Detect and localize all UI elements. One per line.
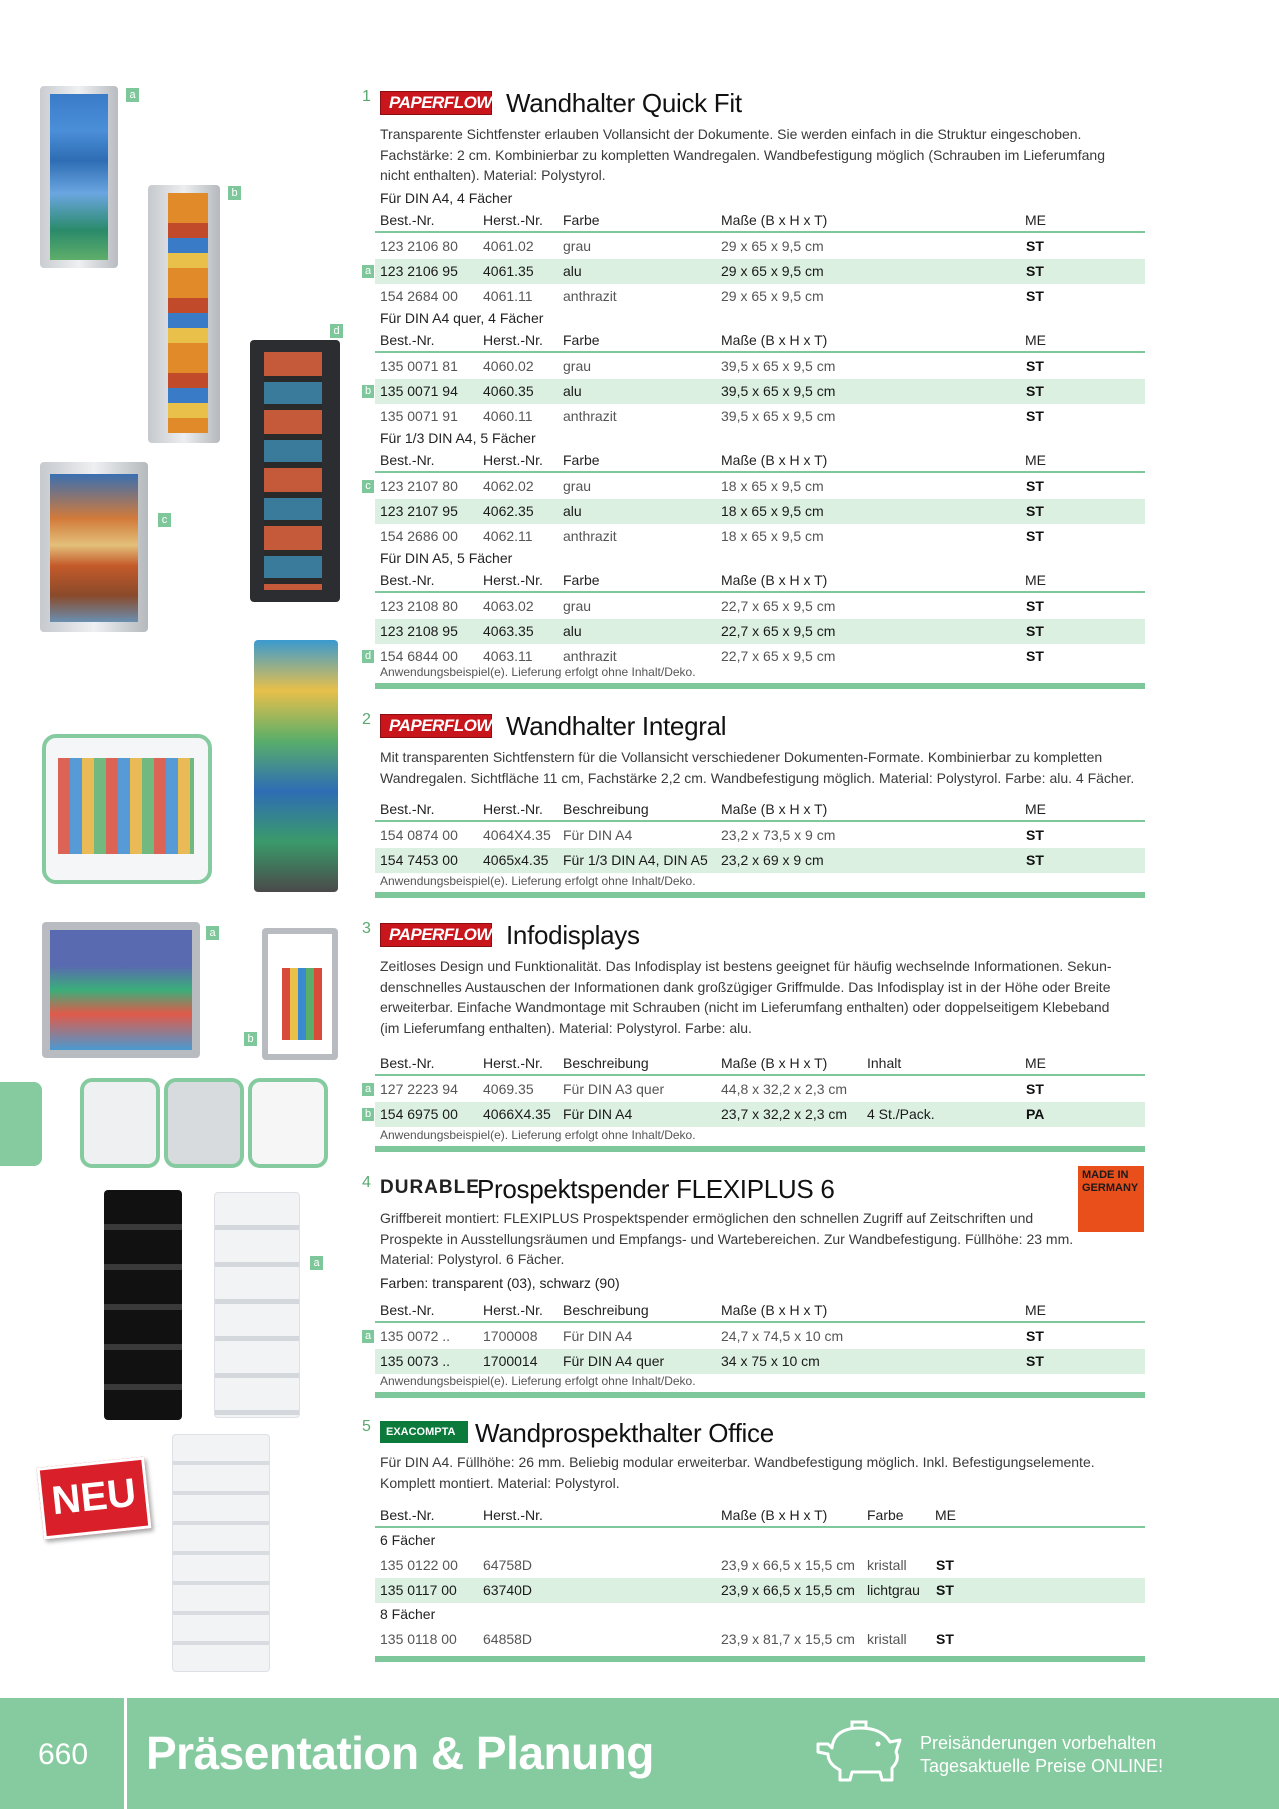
side-tab — [0, 1082, 42, 1166]
page-number: 660 — [38, 1738, 89, 1771]
table-header: Best.-Nr. Herst.-Nr. Beschreibung Maße (B x H x T) ME — [375, 1299, 1145, 1323]
note: Anwendungsbeispiel(e). Lieferung erfolgt ohne Inhalt/Deko. — [380, 1128, 696, 1142]
price-note-line1: Preisänderungen vorbehalten — [920, 1733, 1157, 1753]
image-label: b — [228, 186, 241, 200]
price-note — [920, 1732, 1163, 1778]
group-label: 8 Fächer — [380, 1606, 436, 1622]
product-number: 5 — [362, 1418, 371, 1435]
table-row: 123 2106 80 4061.02 grau 29 x 65 x 9,5 cm ST — [380, 238, 1044, 254]
note: Anwendungsbeispiel(e). Lieferung erfolgt ohne Inhalt/Deko. — [380, 874, 696, 888]
row-marker: b — [362, 1108, 374, 1121]
table-row: 135 0071 91 4060.11 anthrazit 39,5 x 65 x 9,5 cm ST — [380, 408, 1044, 424]
row-marker: b — [362, 385, 374, 398]
table-row: b 154 6975 00 4066X4.35 Für DIN A4 23,7 x 32,2 x 2,3 cm 4 St./Pack. PA — [375, 1102, 1145, 1127]
table-row: d 154 6844 00 4063.11 anthrazit 22,7 x 65 x 9,5 cm ST — [375, 644, 1145, 669]
row-marker: c — [362, 480, 374, 493]
exacompta-logo: EXACOMPTA — [380, 1421, 468, 1443]
group-label: 6 Fächer — [380, 1532, 436, 1548]
new-badge-text: NEU — [49, 1470, 139, 1524]
image-label: a — [310, 1256, 323, 1270]
row-marker: a — [362, 265, 374, 278]
section-end-bar — [375, 1392, 1145, 1398]
table-row: 135 0073 .. 1700014 Für DIN A4 quer 34 x 75 x 10 cm ST — [375, 1349, 1145, 1374]
price-note-line2: Tagesaktuelle Preise ONLINE! — [920, 1756, 1164, 1776]
made-in-germany-badge: MADE IN GERMANY — [1078, 1166, 1144, 1232]
product-image-quickfit-a — [40, 86, 118, 268]
product-image-infodisplay-a — [42, 922, 200, 1058]
chapter-title: Präsentation & Planung — [146, 1727, 654, 1779]
group-label: Für DIN A5, 5 Fächer — [380, 550, 513, 566]
table-header: Best.-Nr. Herst.-Nr. Beschreibung Maße (B x H x T) Inhalt ME — [375, 1052, 1145, 1076]
table-row: a 123 2106 95 4061.35 alu 29 x 65 x 9,5 cm ST — [375, 259, 1145, 284]
table-row: b 135 0071 94 4060.35 alu 39,5 x 65 x 9,5 cm ST — [375, 379, 1145, 404]
product-title: Wandprospekthalter Office — [475, 1418, 774, 1448]
table-row: a 135 0072 .. 1700008 Für DIN A4 24,7 x 74,5 x 10 cm ST — [375, 1324, 1145, 1349]
table-row: 154 7453 00 4065x4.35 Für 1/3 DIN A4, DIN A5 23,2 x 69 x 9 cm ST — [375, 848, 1145, 873]
row-marker: a — [362, 1330, 374, 1343]
paperflow-logo: PAPERFLOW — [380, 714, 492, 738]
table-row: 123 2108 80 4063.02 grau 22,7 x 65 x 9,5 cm ST — [380, 598, 1044, 614]
section-end-bar — [375, 1656, 1145, 1662]
detail-image-3 — [248, 1078, 328, 1168]
detail-image-1 — [80, 1078, 160, 1168]
product-description: Mit transparenten Sichtfenstern für die Vollansicht verschiedener Dokumenten-Formate. Kombinierbar zu kompletten Wandregalen. Sichtfläche 11 cm, Fachstärke 2,2 cm. Wandbefestigung möglich. Material: Polystyrol. Farbe: alu. 4 Fächer. — [380, 749, 1135, 786]
paperflow-logo: PAPERFLOW — [380, 91, 492, 115]
note: Anwendungsbeispiel(e). Lieferung erfolgt ohne Inhalt/Deko. — [380, 1374, 696, 1388]
product-image-office-holder — [172, 1434, 270, 1672]
table-row: a 127 2223 94 4069.35 Für DIN A3 quer 44,8 x 32,2 x 2,3 cm ST — [375, 1077, 1145, 1102]
product-image-quickfit-b — [148, 185, 220, 443]
table-header: Best.-Nr. Herst.-Nr. Farbe Maße (B x H x T) ME — [375, 329, 1145, 353]
product-number: 2 — [362, 711, 371, 728]
table-row: c 123 2107 80 4062.02 grau 18 x 65 x 9,5 cm ST — [375, 474, 1145, 499]
table-header: Best.-Nr. Herst.-Nr. Farbe Maße (B x H x T) ME — [375, 569, 1145, 593]
product-image-integral-rack — [254, 640, 338, 892]
row-marker: d — [362, 650, 374, 663]
product-title: Infodisplays — [506, 920, 640, 950]
product-image-flexiplus-black — [104, 1190, 182, 1420]
image-label: b — [244, 1032, 257, 1046]
product-image-flexiplus-transparent — [214, 1192, 300, 1418]
footer-divider — [124, 1698, 127, 1809]
section-end-bar — [375, 1146, 1145, 1152]
group-label: Für DIN A4 quer, 4 Fächer — [380, 310, 544, 326]
group-label: Für 1/3 DIN A4, 5 Fächer — [380, 430, 536, 446]
table-header: Best.-Nr. Herst.-Nr. Beschreibung Maße (B x H x T) ME — [375, 798, 1145, 822]
piggy-bank-icon — [812, 1718, 906, 1788]
table-row: 154 2684 00 4061.11 anthrazit 29 x 65 x 9,5 cm ST — [380, 288, 1044, 304]
section-end-bar — [375, 892, 1145, 898]
table-row: 135 0122 00 64758D 23,9 x 66,5 x 15,5 cm kristall ST — [380, 1557, 954, 1573]
table-header: Best.-Nr. Herst.-Nr. Maße (B x H x T) Farbe ME — [375, 1504, 1145, 1528]
table-row: 123 2108 95 4063.35 alu 22,7 x 65 x 9,5 cm ST — [375, 619, 1145, 644]
group-label: Für DIN A4, 4 Fächer — [380, 190, 513, 206]
paperflow-logo: PAPERFLOW — [380, 923, 492, 947]
product-title: Wandhalter Integral — [506, 711, 727, 741]
table-row: 135 0117 00 63740D 23,9 x 66,5 x 15,5 cm lichtgrau ST — [375, 1578, 1145, 1603]
table-row: 123 2107 95 4062.35 alu 18 x 65 x 9,5 cm ST — [375, 499, 1145, 524]
product-title: Wandhalter Quick Fit — [506, 88, 742, 118]
product-title: Prospektspender FLEXIPLUS 6 — [477, 1174, 835, 1204]
product-image-quickfit-c — [40, 462, 148, 632]
detail-image-2 — [164, 1078, 244, 1168]
product-image-integral-wall — [42, 734, 212, 884]
table-header: Best.-Nr. Herst.-Nr. Farbe Maße (B x H x T) ME — [375, 209, 1145, 233]
product-description: Transparente Sichtfenster erlauben Vollansicht der Dokumente. Sie werden einfach in die Struktur eingeschoben. Fachstärke: 2 cm. Kombinierbar zu kompletten Wandregalen. Wandbefestigung möglich (Schrauben im Lieferumfang nicht enthalten). Material: Polystyrol. — [380, 126, 1105, 183]
image-label: a — [206, 926, 219, 940]
image-label: d — [330, 324, 343, 338]
new-badge — [37, 1457, 152, 1540]
table-row: 154 2686 00 4062.11 anthrazit 18 x 65 x 9,5 cm ST — [380, 528, 1044, 544]
table-row: 135 0071 81 4060.02 grau 39,5 x 65 x 9,5 cm ST — [380, 358, 1044, 374]
product-number: 1 — [362, 88, 371, 105]
colors-label: Farben: transparent (03), schwarz (90) — [380, 1275, 620, 1291]
product-description: Für DIN A4. Füllhöhe: 26 mm. Beliebig modular erweiterbar. Wandbefestigung möglich. Inkl. Befestigungselemente. Komplett montiert. Material: Polystyrol. — [380, 1454, 1095, 1491]
product-image-infodisplay-b — [262, 928, 338, 1060]
product-image-quickfit-d — [250, 340, 340, 602]
table-header: Best.-Nr. Herst.-Nr. Farbe Maße (B x H x T) ME — [375, 449, 1145, 473]
section-end-bar — [375, 683, 1145, 689]
product-number: 3 — [362, 920, 371, 937]
product-number: 4 — [362, 1174, 371, 1191]
image-label: a — [126, 88, 139, 102]
product-description: Zeitloses Design und Funktionalität. Das Infodisplay ist bestens geeignet für häufig wechselnde Informationen. Sekun- denschnelles Austauschen der Informationen dank großzügiger Griffmulde. Das Infodisplay ist in der Höhe oder Breite erweiterbar. Einfache Wandmontage mit Schrauben (nicht im Lieferumfang enthalten) oder doppelseitigem Klebeband (im Lieferumfang enthalten). Material: Polystyrol. Farbe: alu. — [380, 958, 1112, 1036]
row-marker: a — [362, 1083, 374, 1096]
page-footer — [0, 1698, 1279, 1809]
note: Anwendungsbeispiel(e). Lieferung erfolgt ohne Inhalt/Deko. — [380, 665, 696, 679]
table-row: 154 0874 00 4064X4.35 Für DIN A4 23,2 x 73,5 x 9 cm ST — [380, 827, 1044, 843]
image-label: c — [158, 513, 171, 527]
product-description: Griffbereit montiert: FLEXIPLUS Prospektspender ermöglichen den schnellen Zugriff auf Zeitschriften und Prospekte in Ausstellungsräumen und Empfangs- und Wartebereichen. Zur Wandbefestigung. Füllhöhe: 23 mm. Material: Polystyrol. 6 Fächer. — [380, 1210, 1074, 1267]
durable-logo: DURABLE — [380, 1177, 480, 1198]
table-row: 135 0118 00 64858D 23,9 x 81,7 x 15,5 cm kristall ST — [380, 1631, 954, 1647]
